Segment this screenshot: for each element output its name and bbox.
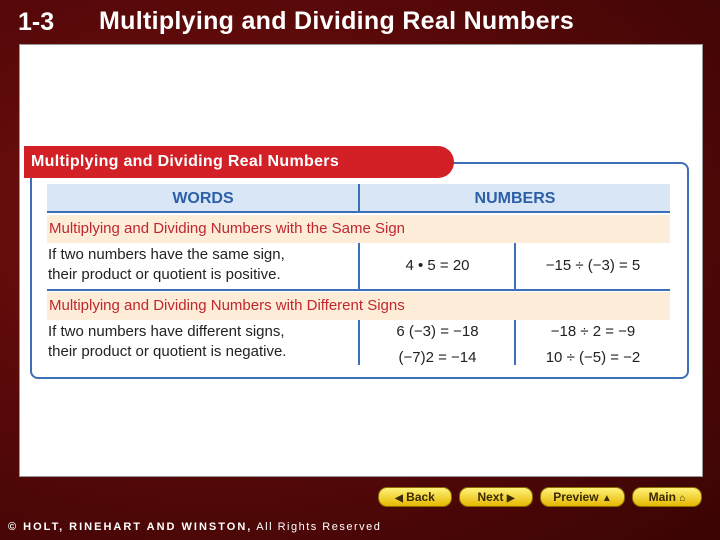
copyright-footer — [8, 521, 381, 533]
main-label: Main — [648, 490, 676, 504]
rule-text-different-signs — [48, 322, 353, 362]
back-button[interactable] — [378, 487, 452, 507]
back-label: Back — [406, 490, 435, 504]
example-same-sign-quotient: −15 ÷ (−3) = 5 — [545, 257, 641, 274]
rule-text-same-sign — [48, 245, 353, 285]
rule-line: If two numbers have the same sign, — [48, 246, 285, 263]
next-label: Next — [477, 490, 504, 504]
example-different-signs-quotient-1: −18 ÷ 2 = −9 — [550, 323, 636, 340]
example-different-signs-product-2: (−7)2 = −14 — [398, 349, 477, 366]
header-words: WORDS — [172, 190, 234, 207]
row-separator — [47, 289, 670, 291]
example-different-signs-product-1: 6 (−3) = −18 — [396, 323, 479, 340]
preview-icon: ▲ — [601, 493, 612, 504]
preview-button[interactable] — [540, 487, 625, 507]
next-button[interactable] — [459, 487, 533, 507]
copyright-brand: © HOLT, RINEHART AND WINSTON, — [8, 521, 253, 533]
rule-line: If two numbers have different signs, — [48, 323, 285, 340]
home-icon: ⌂ — [679, 493, 686, 504]
table-tab-label: Multiplying and Dividing Real Numbers — [24, 146, 454, 178]
rule-line: their product or quotient is positive. — [48, 266, 281, 283]
main-button[interactable] — [632, 487, 702, 507]
lesson-number: 1-3 — [18, 8, 55, 36]
preview-label: Preview — [553, 490, 599, 504]
rule-line: their product or quotient is negative. — [48, 343, 287, 360]
left-arrow-icon: ◀ — [395, 493, 403, 504]
example-different-signs-quotient-2: 10 ÷ (−5) = −2 — [545, 349, 641, 366]
section-title-different-signs: Multiplying and Dividing Numbers with Different Signs — [47, 292, 670, 320]
section-title-same-sign: Multiplying and Dividing Numbers with the Same Sign — [47, 215, 670, 243]
copyright-rights: All Rights Reserved — [252, 521, 382, 533]
lesson-title: Multiplying and Dividing Real Numbers — [99, 7, 575, 35]
right-arrow-icon: ▶ — [506, 493, 515, 504]
example-same-sign-product: 4 • 5 = 20 — [405, 257, 470, 274]
slide-title-bar — [0, 0, 720, 44]
header-numbers: NUMBERS — [474, 190, 556, 207]
